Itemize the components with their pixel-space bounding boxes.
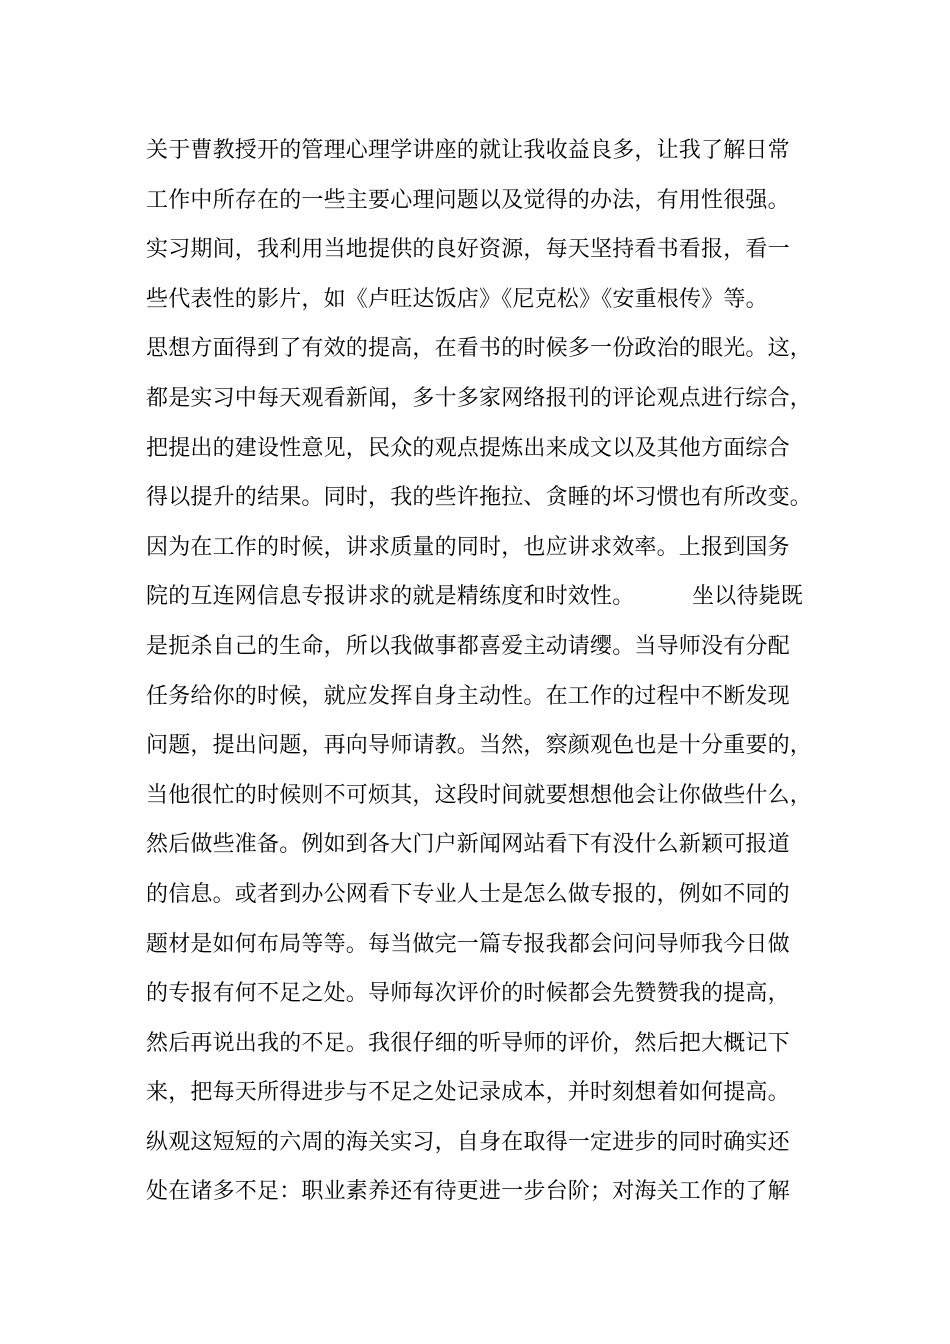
text-line: 实习期间，我利用当地提供的良好资源，每天坚持看书看报，看一 [146, 237, 790, 263]
text-line: 是扼杀自己的生命，所以我做事都喜爱主动请缨。当导师没有分配 [146, 633, 790, 659]
text-line: 当他很忙的时候则不可烦其，这段时间就要想想他会让你做些什么， [146, 782, 813, 808]
text-line: 把提出的建设性意见，民众的观点提炼出来成文以及其他方面综合 [146, 435, 790, 461]
text-line: 处在诸多不足：职业素养还有待更进一步台阶；对海关工作的了解 [146, 1179, 790, 1205]
text-line: 工作中所存在的一些主要心理问题以及觉得的办法，有用性很强。 [146, 187, 790, 213]
text-line: 的信息。或者到办公网看下专业人士是怎么做专报的，例如不同的 [146, 881, 790, 907]
text-line: 然后做些准备。例如到各大门户新闻网站看下有没什么新颖可报道 [146, 832, 790, 858]
text-line: 院的互连网信息专报讲求的就是精练度和时效性。 坐以待毙既 [146, 584, 803, 610]
text-line: 思想方面得到了有效的提高，在看书的时候多一份政治的眼光。这， [146, 336, 813, 362]
text-line: 都是实习中每天观看新闻，多十多家网络报刊的评论观点进行综合， [146, 385, 813, 411]
text-line: 的专报有何不足之处。导师每次评价的时候都会先赞赞我的提高， [146, 981, 790, 1007]
text-line: 问题，提出问题，再向导师请教。当然，察颜观色也是十分重要的， [146, 733, 813, 759]
text-line: 得以提升的结果。同时，我的些许拖拉、贪睡的坏习惯也有所改变。 [146, 485, 813, 511]
text-line: 任务给你的时候，就应发挥自身主动性。在工作的过程中不断发现 [146, 683, 790, 709]
text-line: 关于曹教授开的管理心理学讲座的就让我收益良多，让我了解日常 [146, 138, 790, 163]
body-text [146, 126, 836, 1217]
text-line: 题材是如何布局等等。每当做完一篇专报我都会问问导师我今日做 [146, 931, 790, 957]
text-line: 来，把每天所得进步与不足之处记录成本，并时刻想着如何提高。 [146, 1080, 790, 1106]
text-line: 些代表性的影片，如《卢旺达饭店》《尼克松》《安重根传》等。 [146, 286, 768, 312]
text-line: 纵观这短短的六周的海关实习，自身在取得一定进步的同时确实还 [146, 1129, 790, 1155]
text-line: 然后再说出我的不足。我很仔细的听导师的评价，然后把大概记下 [146, 1030, 790, 1056]
text-line: 因为在工作的时候，讲求质量的同时，也应讲求效率。上报到国务 [146, 534, 790, 560]
